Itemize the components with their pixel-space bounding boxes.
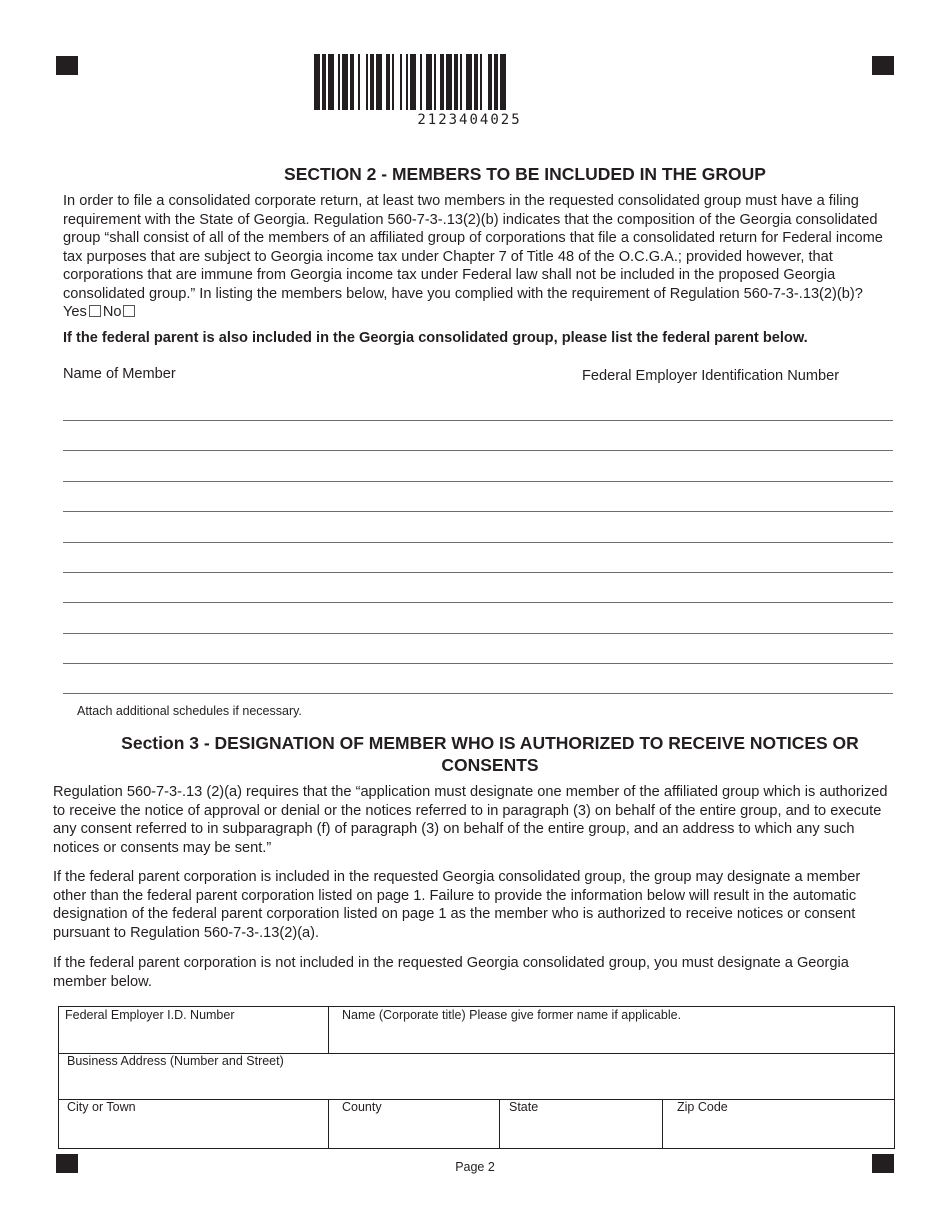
fein-field-label: Federal Employer I.D. Number: [65, 1008, 235, 1022]
name-of-member-header: Name of Member: [63, 366, 176, 382]
member-entry-line[interactable]: [63, 663, 893, 664]
city-field[interactable]: [67, 1100, 322, 1144]
member-entry-line[interactable]: [63, 450, 893, 451]
member-entry-line[interactable]: [63, 542, 893, 543]
section-2-line: requirement with the State of Georgia. Regulation 560-7-3-.13(2)(b) indicates that the composition of the Georgia consolidated: [63, 211, 878, 228]
page-number: Page 2: [455, 1160, 495, 1174]
section-2-line: group “shall consist of all of the members of an affiliated group of corporations that file a consolidated return for Federal income: [63, 230, 883, 246]
paragraph-line: designation of the federal parent corporation listed on page 1 as the member who is authorized to receive notices or consent: [53, 906, 856, 922]
fein-header: Federal Employer Identification Number: [582, 368, 840, 384]
member-entry-line[interactable]: [63, 572, 893, 573]
member-entry-line[interactable]: [63, 633, 893, 634]
table-divider: [328, 1007, 329, 1053]
business-address-field-label: Business Address (Number and Street): [67, 1054, 284, 1068]
zip-code-field[interactable]: [677, 1100, 887, 1144]
corporate-name-field[interactable]: [342, 1008, 882, 1050]
no-label: No: [102, 304, 122, 320]
registration-mark-top-right: [872, 56, 894, 75]
paragraph-line: notices or consents may be sent.”: [53, 839, 272, 856]
paragraph-line: pursuant to Regulation 560-7-3-.13(2)(a).: [53, 924, 320, 941]
state-field-label: State: [509, 1100, 539, 1114]
zip-code-field-label: Zip Code: [677, 1100, 728, 1114]
compliance-answer: [63, 303, 923, 322]
section-2-line: corporations that are immune from Georgia income tax under Federal law shall not be included in the proposed Georgia: [63, 267, 836, 283]
state-field[interactable]: [509, 1100, 655, 1144]
paragraph-line: member below.: [53, 973, 152, 990]
section-2-line: tax purposes that are subject to Georgia income tax under Chapter 7 of Title 48 of the O.C.G.A.; provided however, that: [63, 248, 833, 265]
county-field-label: County: [342, 1100, 382, 1114]
paragraph-line: If the federal parent corporation is not included in the requested Georgia consolidated group, you must designate a Georgia: [53, 955, 849, 971]
no-checkbox[interactable]: [123, 305, 135, 317]
section-2-body: [63, 192, 923, 322]
paragraph-line: If the federal parent corporation is included in the requested Georgia consolidated group, the group may designate a member: [53, 869, 861, 885]
section-2-title: SECTION 2 - MEMBERS TO BE INCLUDED IN THE GROUP: [284, 164, 766, 184]
barcode-number: 2123404025: [417, 112, 522, 128]
city-field-label: City or Town: [67, 1100, 136, 1114]
federal-parent-included-paragraph: [53, 868, 903, 942]
paragraph-line: any consent referred to in subparagraph (f) of paragraph (3) on behalf of the entire group, and an address to which any such: [53, 821, 855, 837]
designated-member-form: [58, 1006, 895, 1149]
county-field[interactable]: [342, 1100, 492, 1144]
section-2-line: consolidated group.” In listing the members below, have you complied with the requirement of Regulation 560-7-3-.13(2)(b)?: [63, 285, 863, 302]
table-divider: [662, 1099, 663, 1148]
fein-field[interactable]: [65, 1008, 323, 1050]
attach-schedules-note: Attach additional schedules if necessary.: [77, 704, 302, 718]
registration-mark-top-left: [56, 56, 78, 75]
paragraph-line: other than the federal parent corporation listed on page 1. Failure to provide the information below will result in the automatic: [53, 887, 857, 904]
member-entry-line[interactable]: [63, 420, 893, 421]
paragraph-line: Regulation 560-7-3-.13 (2)(a) requires that the “application must designate one member of the affiliated group which is authorized: [53, 784, 888, 800]
member-entry-line[interactable]: [63, 481, 893, 482]
yes-checkbox[interactable]: [89, 305, 101, 317]
barcode: [314, 54, 625, 110]
table-divider: [328, 1099, 329, 1148]
table-divider: [499, 1099, 500, 1148]
member-entry-line[interactable]: [63, 511, 893, 512]
business-address-field[interactable]: [67, 1054, 887, 1096]
corporate-name-field-label: Name (Corporate title) Please give former name if applicable.: [342, 1008, 682, 1022]
regulation-paragraph: [53, 783, 903, 857]
section-2-line: In order to file a consolidated corporate return, at least two members in the requested consolidated group must have a filing: [63, 193, 859, 209]
federal-parent-note: If the federal parent is also included in the Georgia consolidated group, please list the federal parent below.: [63, 330, 808, 346]
section-3-title: [80, 732, 900, 776]
member-entry-line[interactable]: [63, 693, 893, 694]
yes-label: Yes: [63, 304, 87, 320]
member-entry-line[interactable]: [63, 602, 893, 603]
section-3-title-line: Section 3 - DESIGNATION OF MEMBER WHO IS AUTHORIZED TO RECEIVE NOTICES OR: [121, 733, 859, 753]
section-3-title-line: CONSENTS: [441, 755, 539, 775]
paragraph-line: to receive the notice of approval or denial or the notices referred to in paragraph (3) on behalf of the entire group, and to execute: [53, 802, 882, 819]
federal-parent-not-included-paragraph: [53, 954, 903, 991]
